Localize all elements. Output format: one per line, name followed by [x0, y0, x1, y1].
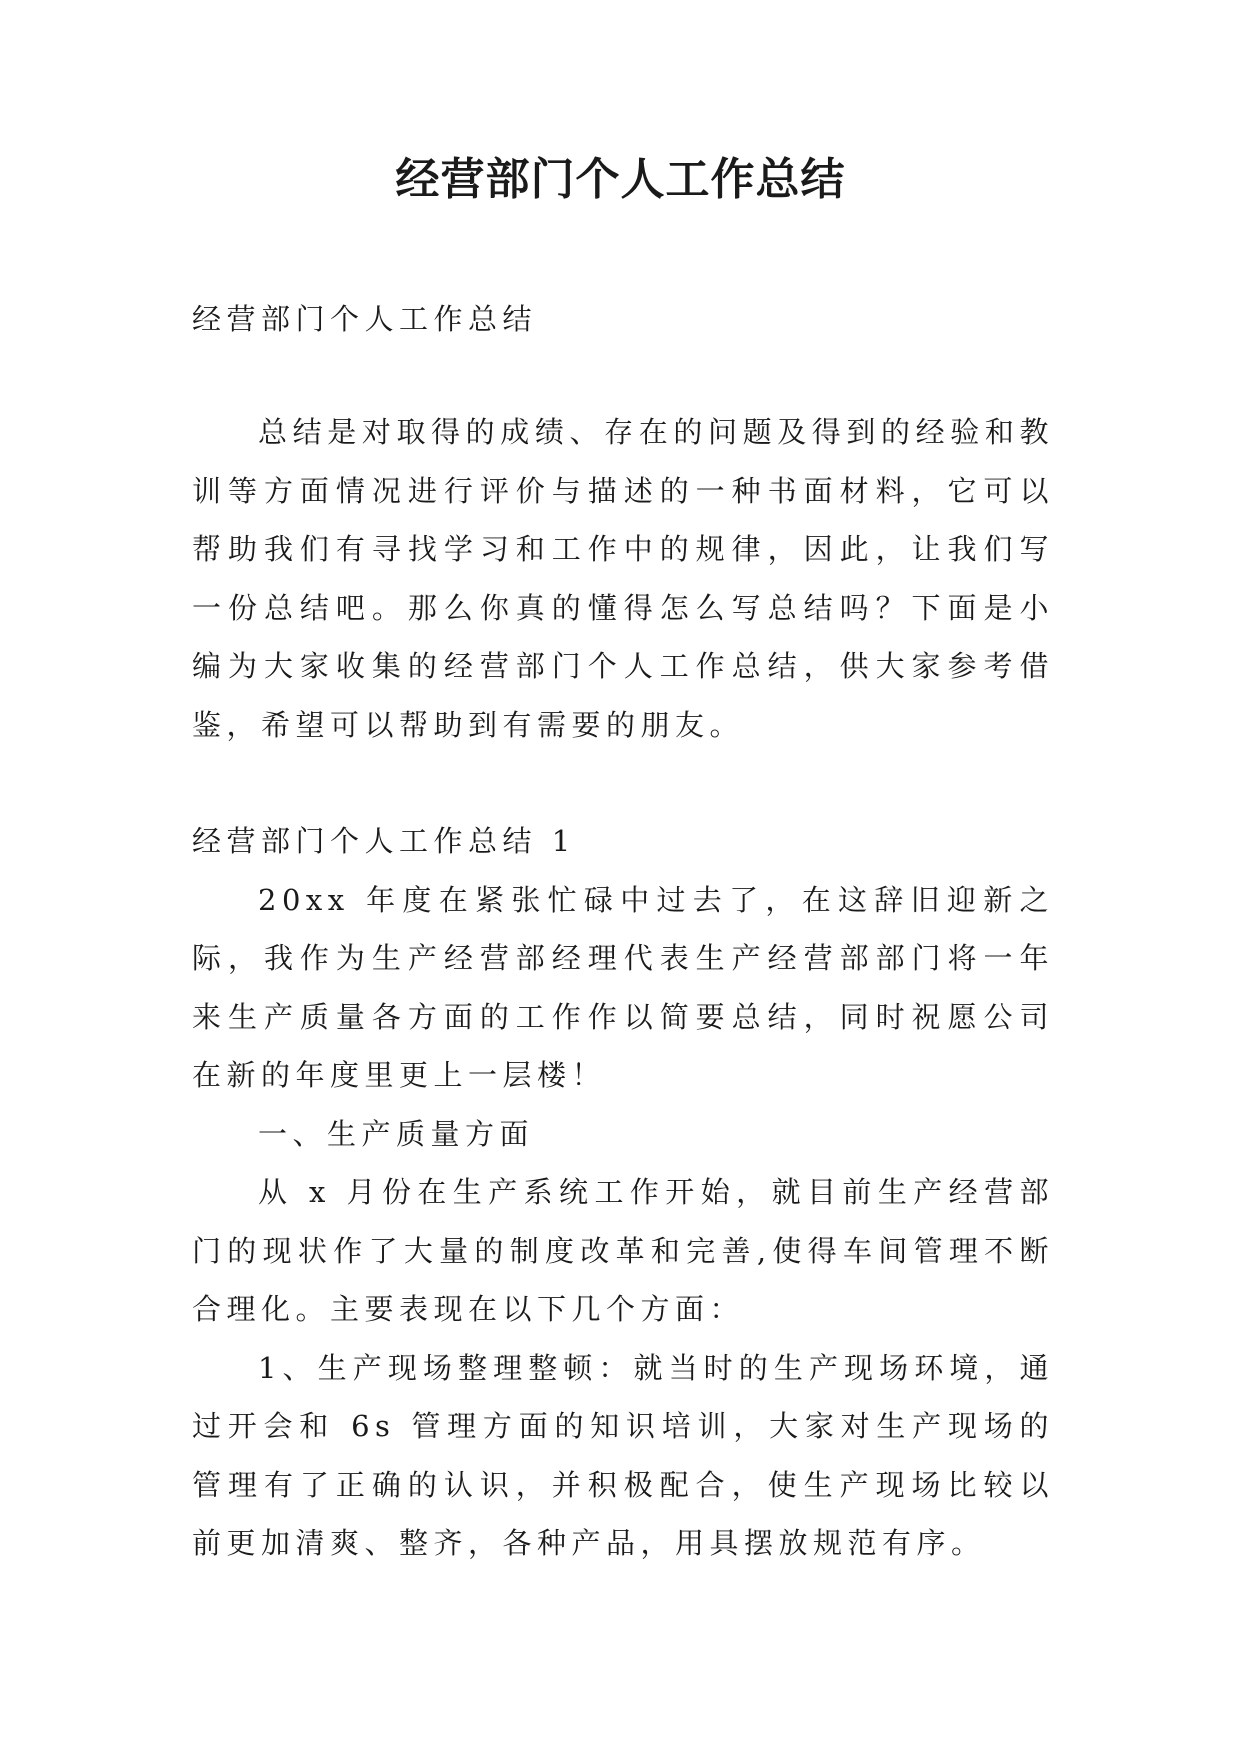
intro-paragraph: 总结是对取得的成绩、存在的问题及得到的经验和教训等方面情况进行评价与描述的一种书面材料，它可以帮助我们有寻找学习和工作中的规律，因此，让我们写一份总结吧。那么你真的懂得怎么写总结吗？下面是小编为大家收集的经营部门个人工作总结，供大家参考借鉴，希望可以帮助到有需要的朋友。: [192, 415, 1054, 742]
document-title: 经营部门个人工作总结: [395, 154, 846, 205]
section-1-subheading: 一、生产质量方面: [258, 1116, 535, 1151]
subtitle-text: 经营部门个人工作总结: [192, 302, 538, 336]
section-1-heading: 经营部门个人工作总结 1: [192, 824, 576, 858]
section-1-paragraph-3: 1、生产现场整理整顿：就当时的生产现场环境，通过开会和 6s 管理方面的知识培训，大家对生产现场的管理有了正确的认识，并积极配合，使生产现场比较以前更加清爽、整齐，各种产品，用具摆放规范有序。: [192, 1350, 1054, 1560]
section-1: [192, 812, 1054, 1573]
intro-section: [192, 403, 1054, 754]
section-1-paragraph-2: 从 x 月份在生产系统工作开始，就目前生产经营部门的现状作了大量的制度改革和完善,使得车间管理不断合理化。主要表现在以下几个方面：: [192, 1175, 1054, 1326]
document-subtitle: [192, 290, 1054, 349]
section-1-paragraph-1: 20xx 年度在紧张忙碌中过去了，在这辞旧迎新之际，我作为生产经营部经理代表生产经营部部门将一年来生产质量各方面的工作作以简要总结，同时祝愿公司在新的年度里更上一层楼！: [192, 882, 1054, 1092]
